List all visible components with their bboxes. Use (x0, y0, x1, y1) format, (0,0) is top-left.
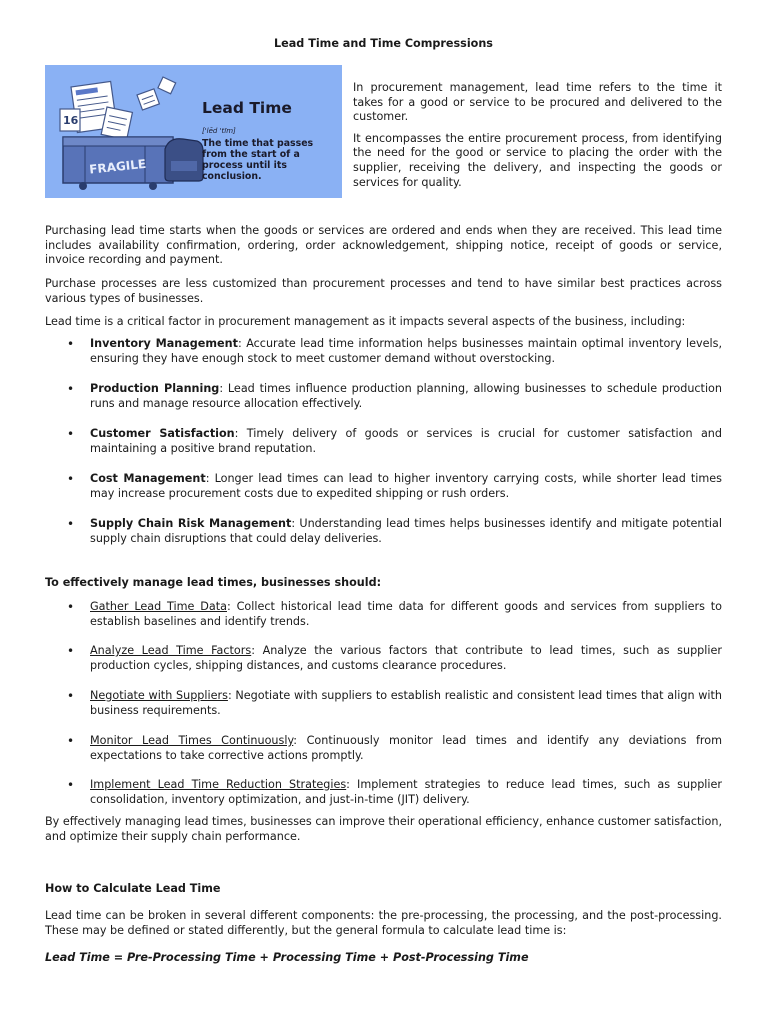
section-heading: How to Calculate Lead Time (45, 882, 221, 895)
illustration-phonetic: ['lēd 'tīm] (202, 127, 236, 135)
list-item (45, 600, 722, 629)
list-item-term: Customer Satisfaction (90, 427, 235, 440)
list-item-term: Supply Chain Risk Management (90, 517, 292, 530)
list-item-term: Implement Lead Time Reduction Strategies (90, 778, 347, 791)
list-item-text: : Timely delivery of goods or services is crucial for customer satisfaction and maintaining a positive brand reputation. (90, 427, 722, 455)
list-item-term: Production Planning (90, 382, 220, 395)
list-item-text: : Analyze the various factors that contribute to lead times, such as supplier production cycles, shipping distances, and customs clearance procedures. (90, 644, 722, 672)
intro-paragraph: It encompasses the entire procurement process, from identifying the need for the good or service to placing the order with the supplier, receiving the delivery, and inspecting the goods or services for quality. (353, 131, 722, 189)
list-item-text: : Accurate lead time information helps businesses maintain optimal inventory levels, ensuring they have enough stock to meet customer demand without overstocking. (90, 337, 723, 365)
list-item (45, 382, 722, 411)
intro-section (353, 81, 722, 197)
overview-section (45, 315, 722, 330)
lead-time-illustration (45, 65, 342, 198)
list-item (45, 734, 722, 763)
list-item-term: Gather Lead Time Data (90, 600, 227, 613)
list-item-text: : Continuously monitor lead times and identify any deviations from expectations to take corrective actions promptly. (90, 734, 722, 762)
paragraph: Purchase processes are less customized than procurement processes and tend to have similar best practices across various types of businesses. (45, 277, 722, 305)
list-item (45, 517, 722, 546)
paragraph: Lead time is a critical factor in procurement management as it impacts several aspects of the business, including: (45, 315, 686, 328)
list-item (45, 472, 722, 501)
list-item (45, 337, 722, 366)
lead-time-formula: Lead Time = Pre-Processing Time + Processing Time + Post-Processing Time (45, 951, 529, 964)
svg-text:FRAGILE: FRAGILE (88, 156, 147, 177)
svg-text:16: 16 (63, 114, 79, 127)
list-item-text: : Understanding lead times helps businesses identify and mitigate potential supply chain disruptions that could delay deliveries. (90, 517, 722, 545)
list-item (45, 778, 722, 807)
conclusion-paragraph: By effectively managing lead times, businesses can improve their operational efficiency, enhance customer satisfaction, and optimize their supply chain performance. (45, 815, 722, 843)
list-item (45, 644, 722, 673)
document-title: Lead Time and Time Compressions (274, 37, 493, 50)
intro-paragraph: In procurement management, lead time refers to the time it takes for a good or service to be procured and delivered to the customer. (353, 81, 722, 124)
paragraph: Purchasing lead time starts when the goods or services are ordered and ends when they are received. This lead time includes availability confirmation, ordering, order acknowledgement, shipping notice, receipt of goods or service, invoice recording and payment. (45, 224, 722, 267)
list-item-term: Analyze Lead Time Factors (90, 644, 252, 657)
illustration-title: Lead Time (202, 99, 292, 117)
overview-section (45, 277, 722, 306)
list-item (45, 689, 722, 718)
list-item (45, 427, 722, 456)
list-item-term: Cost Management (90, 472, 206, 485)
list-item-text: : Collect historical lead time data for different goods and services from suppliers to establish baselines and identify trends. (90, 600, 722, 628)
list-item-text: : Negotiate with suppliers to establish realistic and consistent lead times that align with business requirements. (90, 689, 722, 717)
list-item-term: Negotiate with Suppliers (90, 689, 228, 702)
section-heading: To effectively manage lead times, businesses should: (45, 576, 382, 589)
list-item-term: Monitor Lead Times Continuously (90, 734, 294, 747)
overview-section (45, 224, 722, 268)
list-item-text: : Lead times influence production planning, allowing businesses to schedule production runs and manage resource allocation effectively. (90, 382, 722, 410)
list-item-text: : Implement strategies to reduce lead times, such as supplier consolidation, inventory optimization, and just-in-time (JIT) delivery. (90, 778, 722, 806)
list-item-term: Inventory Management (90, 337, 238, 350)
calc-paragraph: Lead time can be broken in several different components: the pre-processing, the processing, and the post-processing. These may be defined or stated differently, but the general formula to calculate lead time is: (45, 909, 722, 937)
list-item-text: : Longer lead times can lead to higher inventory carrying costs, while shorter lead times may increase procurement costs due to expedited shipping or rush orders. (90, 472, 722, 500)
illustration-definition: The time that passes from the start of a process until its conclusion. (202, 138, 314, 182)
